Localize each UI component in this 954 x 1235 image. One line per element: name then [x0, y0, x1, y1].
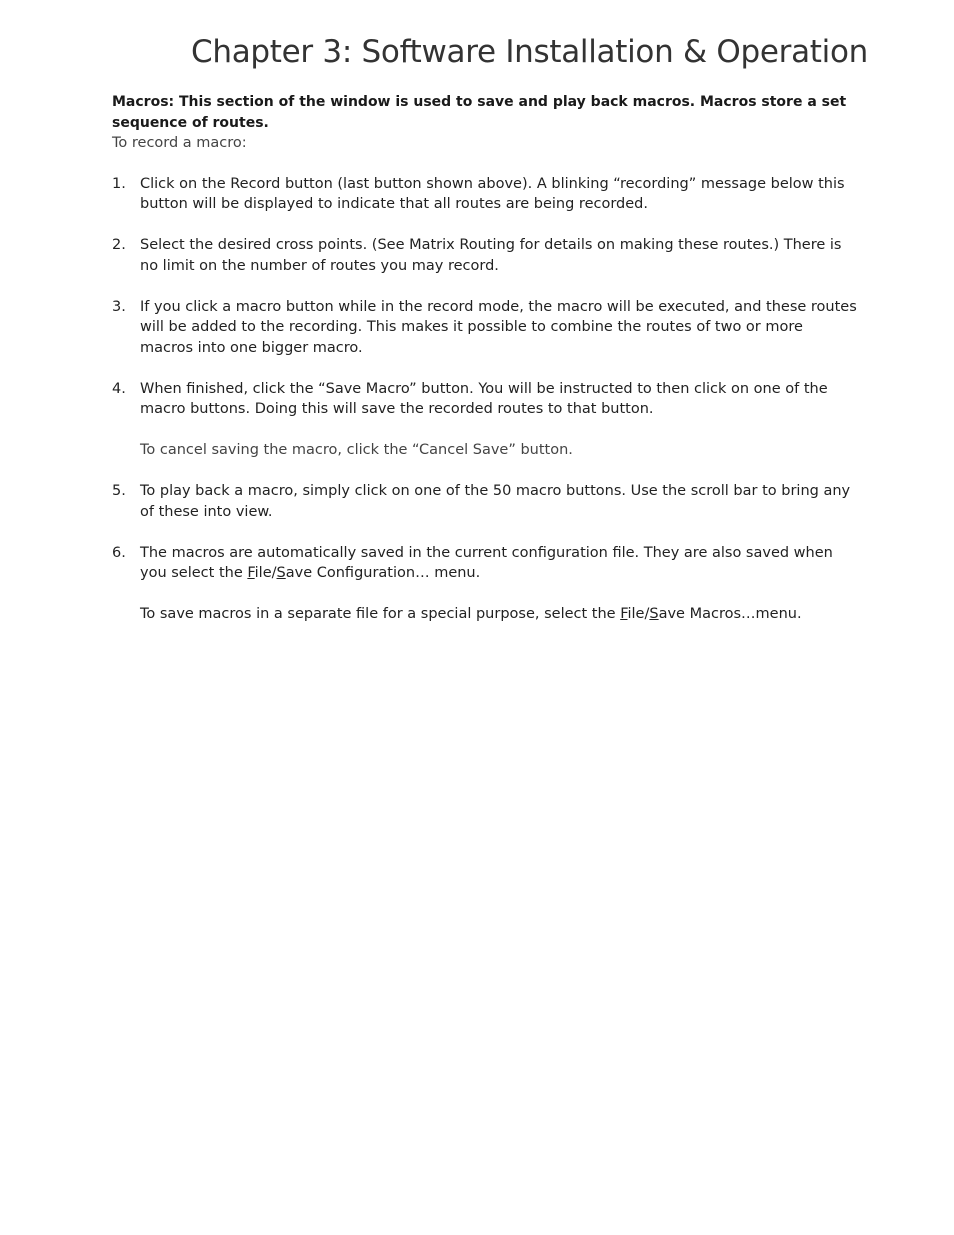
macro-steps-list — [112, 174, 858, 625]
step-text — [140, 543, 858, 584]
step-text-lead: The macros are automatically saved in the current configuration file. They are also saved when you select the — [140, 544, 833, 581]
list-item — [112, 297, 858, 359]
menu-save-macros-label: ave Macros…menu. — [658, 606, 802, 622]
menu-file-mnemonic: F — [620, 606, 628, 622]
list-item — [112, 543, 858, 625]
step-note: To cancel saving the macro, click the “Cancel Save” button. — [140, 442, 573, 458]
section-intro-bold: Macros: This section of the window is used to save and play back macros. Macros store a set sequence of routes. — [112, 94, 847, 131]
list-item — [112, 379, 858, 461]
step-number: 2. — [112, 237, 126, 253]
menu-save-mnemonic: S — [276, 565, 286, 581]
step-note-lead: To save macros in a separate file for a special purpose, select the — [140, 606, 621, 622]
list-item — [112, 174, 858, 215]
step-text: If you click a macro button while in the record mode, the macro will be executed, and these routes will be added to the recording. This makes it possible to combine the routes of two or more macros into one bigger macro. — [140, 298, 857, 356]
page-title: Chapter 3: Software Installation & Operation — [191, 34, 868, 70]
menu-file-label: ile/ — [627, 606, 650, 622]
step-number: 6. — [112, 544, 126, 561]
step-text: Select the desired cross points. (See Matrix Routing for details on making these routes.) There is no limit on the number of routes you may record. — [140, 237, 842, 274]
step-number: 3. — [112, 298, 126, 315]
step-text: When finished, click the “Save Macro” button. You will be instructed to then click on one of the macro buttons. Doing this will save the recorded routes to that button. — [140, 380, 828, 417]
step-number: 1. — [112, 175, 126, 192]
menu-save-mnemonic: S — [649, 606, 659, 622]
step-text: To play back a macro, simply click on one of the 50 macro buttons. Use the scroll bar to bring any of these into view. — [140, 483, 851, 520]
list-item — [112, 481, 858, 522]
section-intro-subtext: To record a macro: — [112, 135, 247, 151]
menu-save-configuration-label: ave Configuration… menu. — [285, 565, 481, 581]
menu-file-label: ile/ — [254, 565, 277, 581]
step-number: 5. — [112, 483, 126, 499]
step-note — [140, 604, 858, 625]
step-number: 4. — [112, 380, 126, 397]
step-text: Click on the Record button (last button shown above). A blinking “recording” message below this button will be displayed to indicate that all routes are being recorded. — [140, 175, 845, 212]
document-body — [112, 92, 858, 645]
menu-file-mnemonic: F — [247, 565, 255, 581]
list-item — [112, 235, 858, 276]
